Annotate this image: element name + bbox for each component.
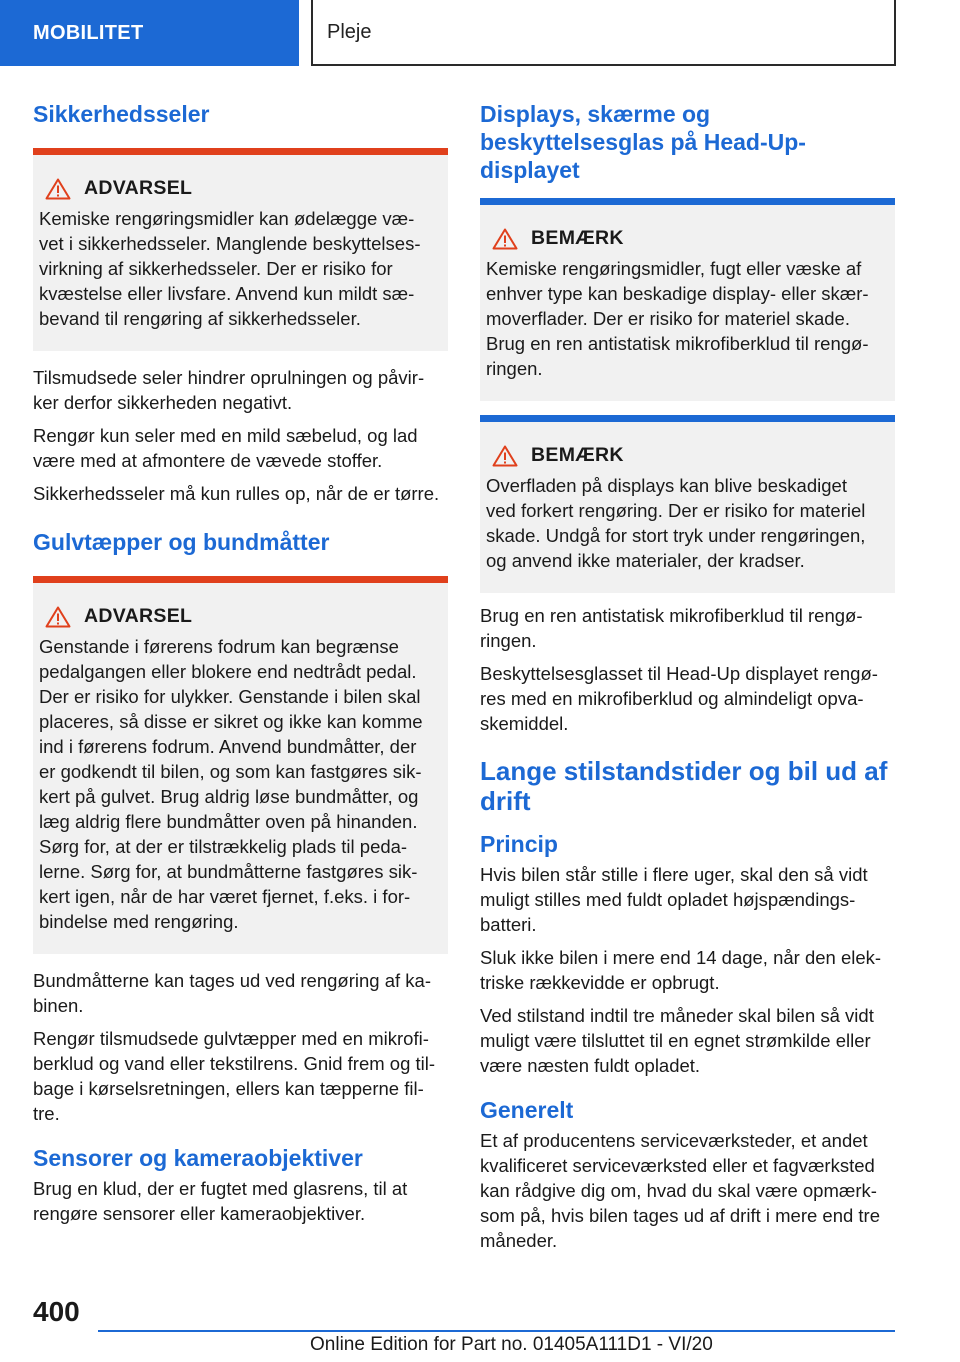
paragraph: Bundmåtterne kan tages ud ved rengøring af ka- binen.	[33, 970, 431, 1016]
warning-triangle-icon	[45, 178, 71, 200]
heading-seatbelts: Sikkerhedsseler	[33, 101, 210, 127]
notice-box-displays-1	[480, 198, 895, 401]
notice-title: ADVARSEL	[84, 605, 193, 627]
heading-general: Generelt	[480, 1097, 574, 1123]
paragraph: Rengør tilsmudsede gulvtæpper med en mikrofi- berklud og vand eller tekstilrens. Gnid frem og til- bage i kørselsretningen, ellers kan tæpperne fil- tre.	[33, 1028, 436, 1124]
page-number: 400	[33, 1296, 80, 1327]
paragraph: Beskyttelsesglasset til Head-Up displayet rengø- res med en mikrofiberklud og almindeligt opva- skemiddel.	[480, 663, 878, 734]
left-column	[33, 100, 448, 1234]
warning-triangle-icon	[492, 228, 518, 250]
heading-displays: Displays, skærme og beskyttelsesglas på Head-Up- displayet	[480, 101, 806, 183]
notice-title: ADVARSEL	[84, 177, 193, 199]
paragraph: Brug en klud, der er fugtet med glasrens, til at rengøre sensorer eller kameraobjektiver.	[33, 1178, 408, 1224]
notice-text: Overfladen på displays kan blive beskadiget ved forkert rengøring. Der er risiko for materiel skade. Undgå for stort tryk under rengøringen, og anvend ikke materialer, der kradser.	[486, 475, 866, 571]
edition-text: Online Edition for Part no. 01405A111D1 - VI/20	[310, 1334, 713, 1355]
paragraph: Ved stilstand indtil tre måneder skal bilen så vidt muligt være tilsluttet til en egnet strømkilde eller være næsten fuldt opladet.	[480, 1005, 874, 1076]
paragraph: Brug en ren antistatisk mikrofiberklud til rengø- ringen.	[480, 605, 863, 651]
paragraph: Sikkerhedsseler må kun rulles op, når de er tørre.	[33, 483, 440, 504]
paragraph: Sluk ikke bilen i mere end 14 dage, når den elek- triske rækkevidde er opbrugt.	[480, 947, 882, 993]
notice-title: BEMÆRK	[531, 227, 624, 249]
heading-principle: Princip	[480, 831, 558, 857]
warning-box-floormats	[33, 576, 448, 954]
heading-sensors: Sensorer og kameraobjektiver	[33, 1145, 363, 1171]
heading-storage: Lange stilstandstider og bil ud af drift	[480, 756, 888, 816]
heading-floormats: Gulvtæpper og bundmåtter	[33, 529, 330, 555]
notice-text: Genstande i førerens fodrum kan begrænse pedalgangen eller blokere end nedtrådt pedal. Der er risiko for ulykker. Genstande i bilen skal placeres, så disse er sikret og ikke kan komme ind i førerens fodrum. Anvend bundmåtter, der er godkendt til bilen, og som kan fastgøres sik- kert på gulvet. Brug aldrig løse bundmåtter, og læg aldrig flere bundmåtter oven på hinanden. Sørg for, at der er tilstrækkelig plads til peda- lerne. Sørg for, at bundmåtterne fastgøres sik- kert igen, når de har været fjernet, f.eks. i for- bindelse med rengøring.	[39, 636, 423, 932]
paragraph: Tilsmudsede seler hindrer oprulningen og påvir- ker derfor sikkerheden negativt.	[33, 367, 425, 413]
notice-title: BEMÆRK	[531, 444, 624, 466]
warning-triangle-icon	[45, 606, 71, 628]
notice-box-displays-2	[480, 415, 895, 593]
paragraph: Et af producentens serviceværksteder, et andet kvalificeret serviceværksted eller et fagværksted kan rådgive dig om, hvad du skal være opmærk- som på, hvis bilen tages ud af drift i mere end tre måneder.	[480, 1130, 881, 1251]
notice-text: Kemiske rengøringsmidler kan ødelægge væ- vet i sikkerhedsseler. Manglende beskyttelses- virkning af sikkerhedsseler. Der er risiko for kvæstelse eller livsfare. Anvend kun mildt sæ- bevand til rengøring af sikkerhedsseler.	[39, 208, 421, 329]
page-header	[0, 0, 960, 66]
section-tab: MOBILITET	[0, 0, 299, 66]
right-column	[480, 100, 895, 1261]
notice-text: Kemiske rengøringsmidler, fugt eller væske af enhver type kan beskadige display- eller skær- moverflader. Der er risiko for materiel skade. Brug en ren antistatisk mikrofiberklud til rengø- ringen.	[486, 258, 869, 379]
chapter-tab: Pleje	[311, 0, 896, 66]
paragraph: Hvis bilen står stille i flere uger, skal den så vidt muligt stilles med fuldt opladet højspændings- batteri.	[480, 864, 868, 935]
warning-triangle-icon	[492, 445, 518, 467]
warning-box-seatbelts	[33, 148, 448, 351]
paragraph: Rengør kun seler med en mild sæbelud, og lad være med at afmontere de vævede stoffer.	[33, 425, 418, 471]
